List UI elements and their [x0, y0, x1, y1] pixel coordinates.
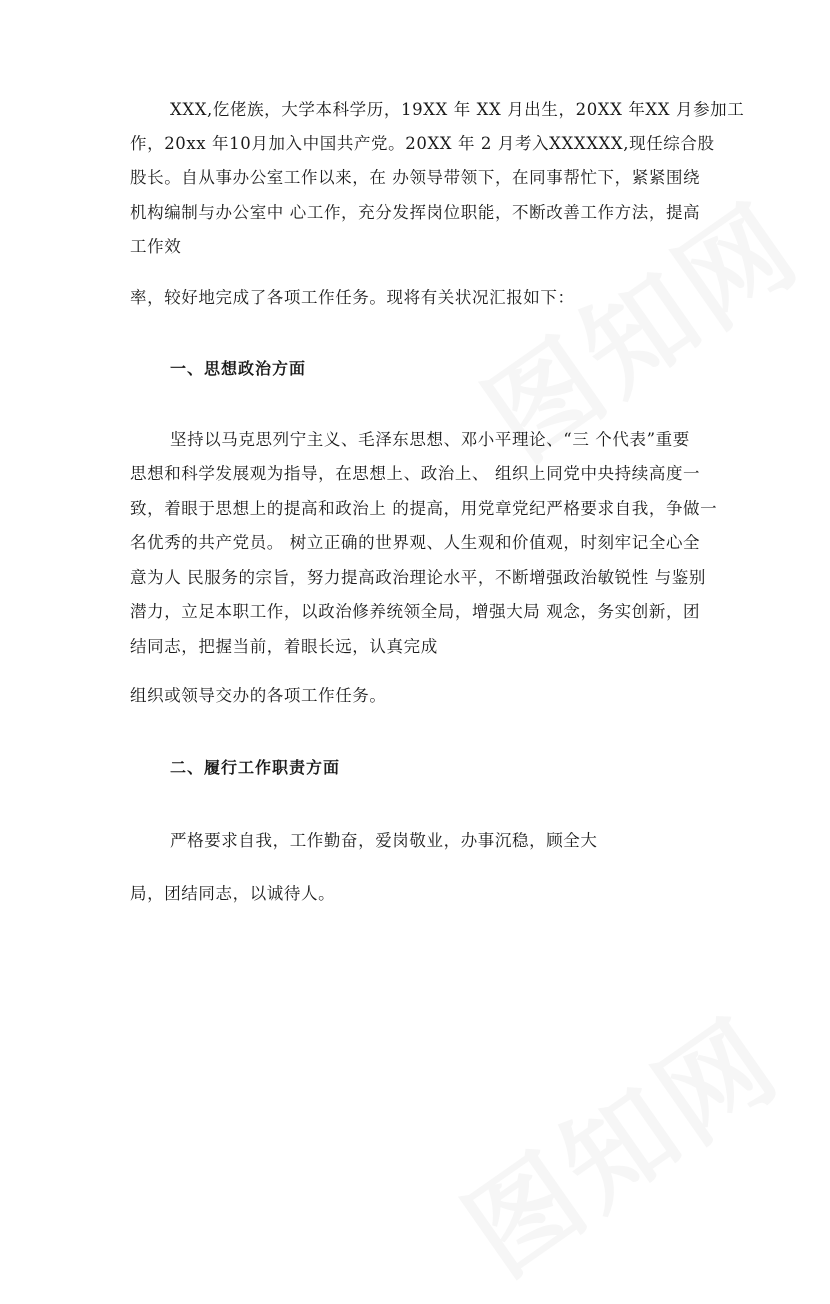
section1-line-2: 思想和科学发展观为指导，在思想上、政治上、 组织上同党中央持续高度一	[130, 464, 701, 483]
section2-heading: 二、履行工作职责方面	[170, 758, 341, 777]
section2-line-1: 严格要求自我，工作勤奋，爱岗敬业，办事沉稳，顾全大	[170, 831, 598, 850]
paragraph1-line-2: 作，20xx 年10月加入中国共产党。20XX 年 2 月考入XXXXXX,现任综合股	[130, 134, 715, 153]
watermark-bottom	[430, 975, 806, 1304]
section1-line-6: 潜力，立足本职工作，以政治修养统领全局，增强大局 观念，务实创新，团	[130, 602, 701, 621]
section1-line-7: 结同志，把握当前，着眼长远，认真完成	[130, 637, 438, 656]
section1-line-3: 致，着眼于思想上的提高和政治上 的提高，用党章党纪严格要求自我，争做一	[130, 499, 718, 518]
section1-tail: 组织或领导交办的各项工作任务。	[130, 686, 387, 705]
section1-line-1: 坚持以马克思列宁主义、毛泽东思想、邓小平理论、“三 个代表”重要	[170, 430, 690, 449]
paragraph1-line-1: XXX,仡佬族，大学本科学历，19XX 年 XX 月出生，20XX 年XX 月参加工	[170, 100, 745, 119]
section1-heading: 一、思想政治方面	[170, 359, 307, 378]
section1-line-4: 名优秀的共产党员。 树立正确的世界观、人生观和价值观，时刻牢记全心全	[130, 533, 701, 552]
paragraph1-line-3: 股长。自从事办公室工作以来，在 办领导带领下，在同事帮忙下，紧紧围绕	[130, 168, 701, 187]
paragraph1-line-5: 工作效	[130, 237, 182, 256]
section1-line-5: 意为人 民服务的宗旨，努力提高政治理论水平，不断增强政治敏锐性 与鉴别	[130, 568, 706, 587]
section2-line-2: 局，团结同志，以诚待人。	[130, 884, 336, 903]
paragraph1-tail: 率，较好地完成了各项工作任务。现将有关状况汇报如下：	[130, 288, 575, 307]
paragraph1-line-4: 机构编制与办公室中 心工作，充分发挥岗位职能，不断改善工作方法，提高	[130, 203, 701, 222]
